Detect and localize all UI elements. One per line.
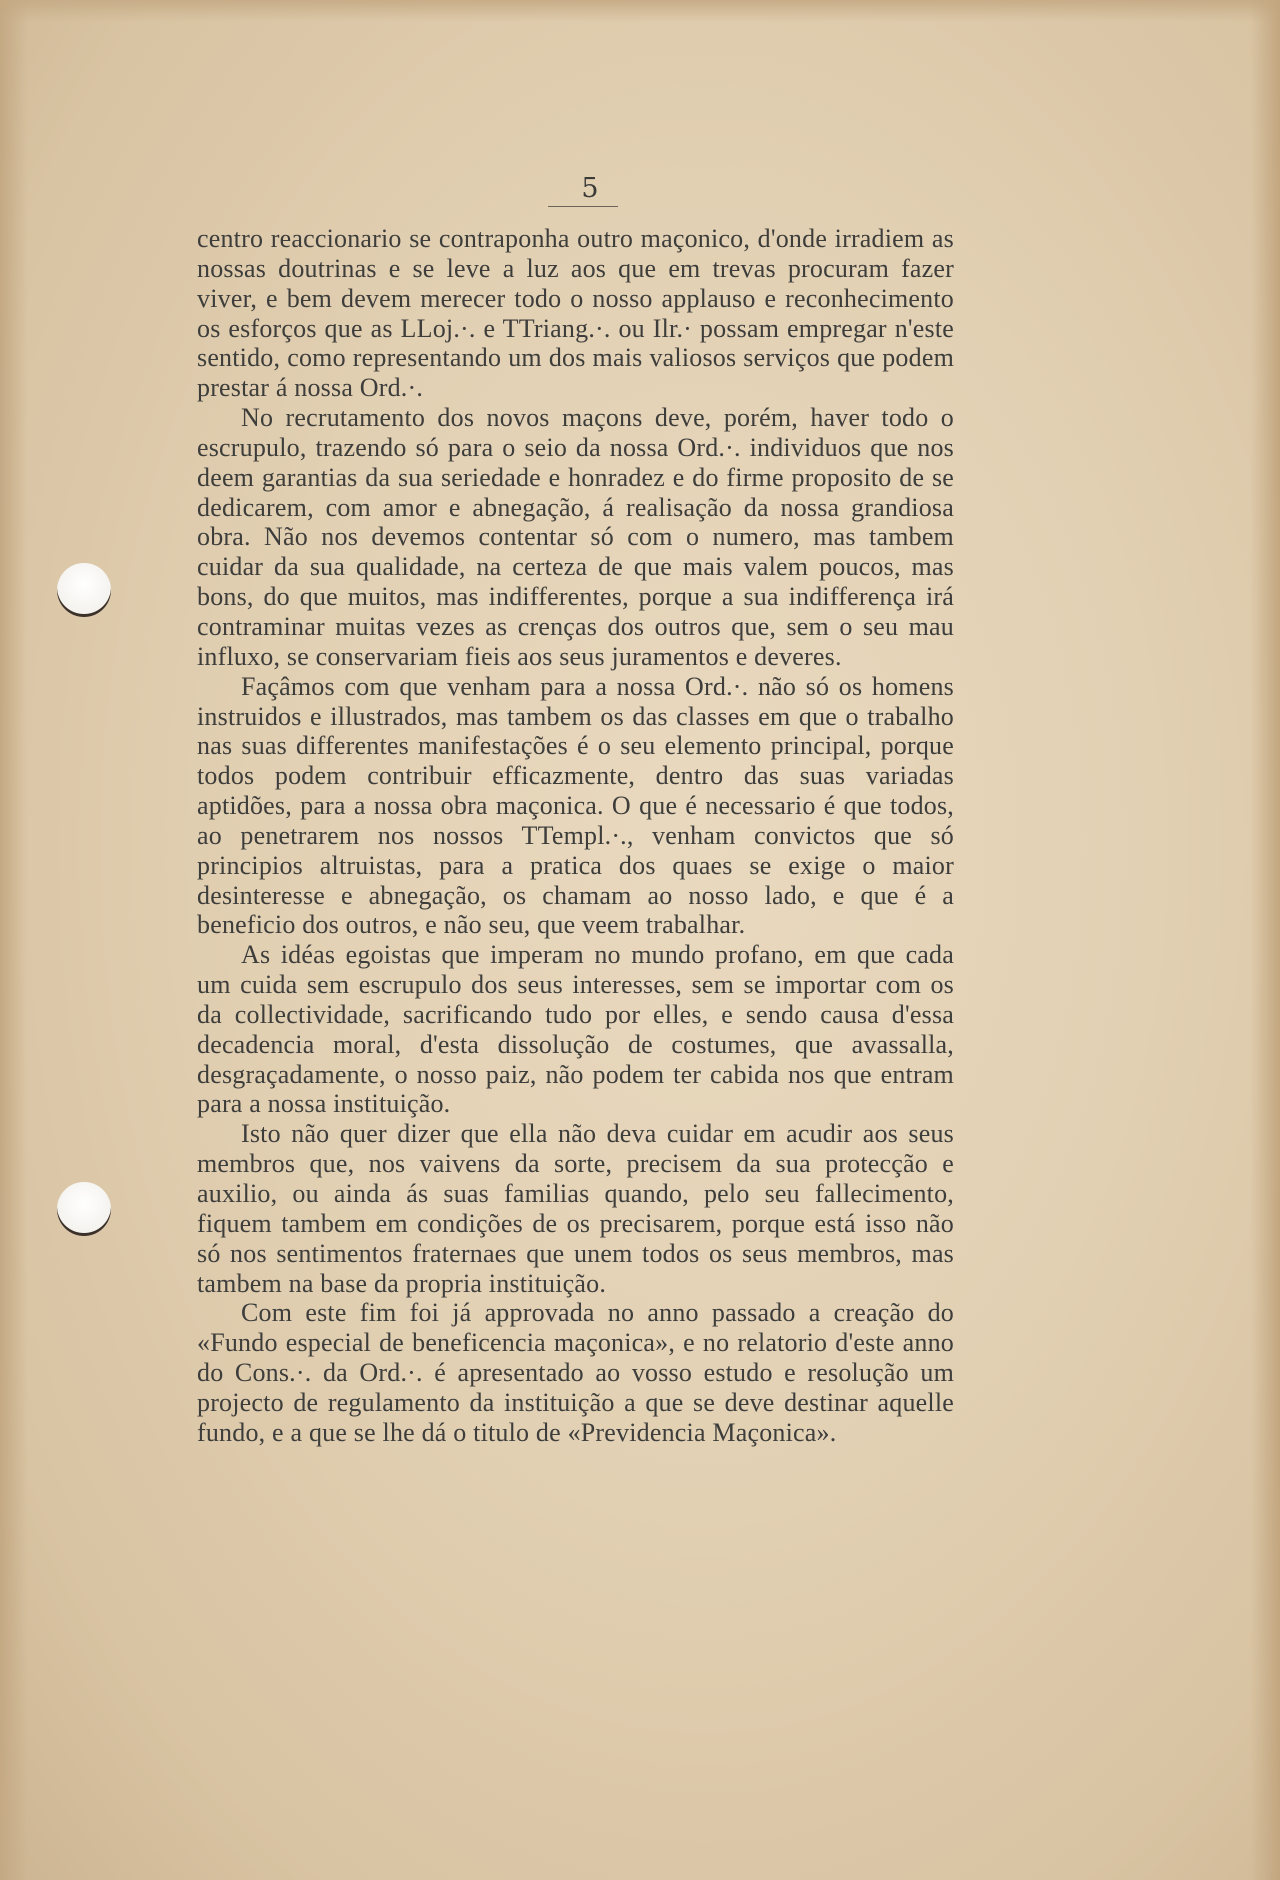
- paragraph: centro reaccionario se contraponha outro maçonico, d'onde irradiem as nossas doutrinas e se leve a luz aos que em trevas procuram fazer viver, e bem devem merecer todo o nosso applauso e reconhecimento os esforços que as LLoj.·. e TTriang.·. ou Ilr.· possam empregar n'este sentido, como representando um dos mais valiosos serviços que podem prestar á nossa Ord.·.: [197, 224, 954, 403]
- paper-edge-left: [0, 0, 28, 1880]
- body-text: [197, 224, 954, 1448]
- page-number-rule: [548, 206, 618, 207]
- paragraph: No recrutamento dos novos maçons deve, porém, haver todo o escrupulo, trazendo só para o seio da nossa Ord.·. individuos que nos deem garantias da sua seriedade e honradez e do firme proposito de se dedicarem, com amor e abnegação, á realisação da nossa grandiosa obra. Não nos devemos contentar só com o numero, mas tambem cuidar da sua qualidade, na certeza de que mais valem poucos, mas bons, do que muitos, mas indifferentes, porque a sua indifferença irá contraminar muitas vezes as crenças dos outros que, sem o seu mau influxo, se conservariam fieis aos seus juramentos e deveres.: [197, 403, 954, 671]
- paper-edge-right: [1250, 0, 1280, 1880]
- paragraph: Isto não quer dizer que ella não deva cuidar em acudir aos seus membros que, nos vaivens da sorte, precisem da sua protecção e auxilio, ou ainda ás suas familias quando, pelo seu fallecimento, fiquem tambem em condições de os precisarem, porque está isso não só nos sentimentos fraternaes que unem todos os seus membros, mas tambem na base da propria instituição.: [197, 1119, 954, 1298]
- paragraph: Com este fim foi já approvada no anno passado a creação do «Fundo especial de beneficencia maçonica», e no relatorio d'este anno do Cons.·. da Ord.·. é apresentado ao vosso estudo e resolução um projecto de regulamento da instituição a que se deve destinar aquelle fundo, e a que se lhe dá o titulo de «Previdencia Maçonica».: [197, 1298, 954, 1447]
- punch-hole-lower: [57, 1182, 111, 1236]
- paper-edge-top: [0, 0, 1280, 22]
- page-number: 5: [581, 173, 599, 204]
- paragraph: Façâmos com que venham para a nossa Ord.·. não só os homens instruidos e illustrados, mas tambem os das classes em que o trabalho nas suas differentes manifestações é o seu elemento principal, porque todos podem contribuir efficazmente, dentro das suas variadas aptidões, para a nossa obra maçonica. O que é necessario é que todos, ao penetrarem nos nossos TTempl.·., venham convictos que só principios altruistas, para a pratica dos quaes se exige o maior desinteresse e abnegação, os chamam ao nosso lado, e que é a beneficio dos outros, e não seu, que veem trabalhar.: [197, 671, 954, 940]
- paragraph: As idéas egoistas que imperam no mundo profano, em que cada um cuida sem escrupulo dos seus interesses, sem se importar com os da collectividade, sacrificando tudo por elles, e sendo causa d'essa decadencia moral, d'esta dissolução de costumes, que avassalla, desgraçadamente, o nosso paiz, não podem ter cabida nos que entram para a nossa instituição.: [197, 940, 954, 1119]
- punch-hole-upper: [57, 563, 111, 617]
